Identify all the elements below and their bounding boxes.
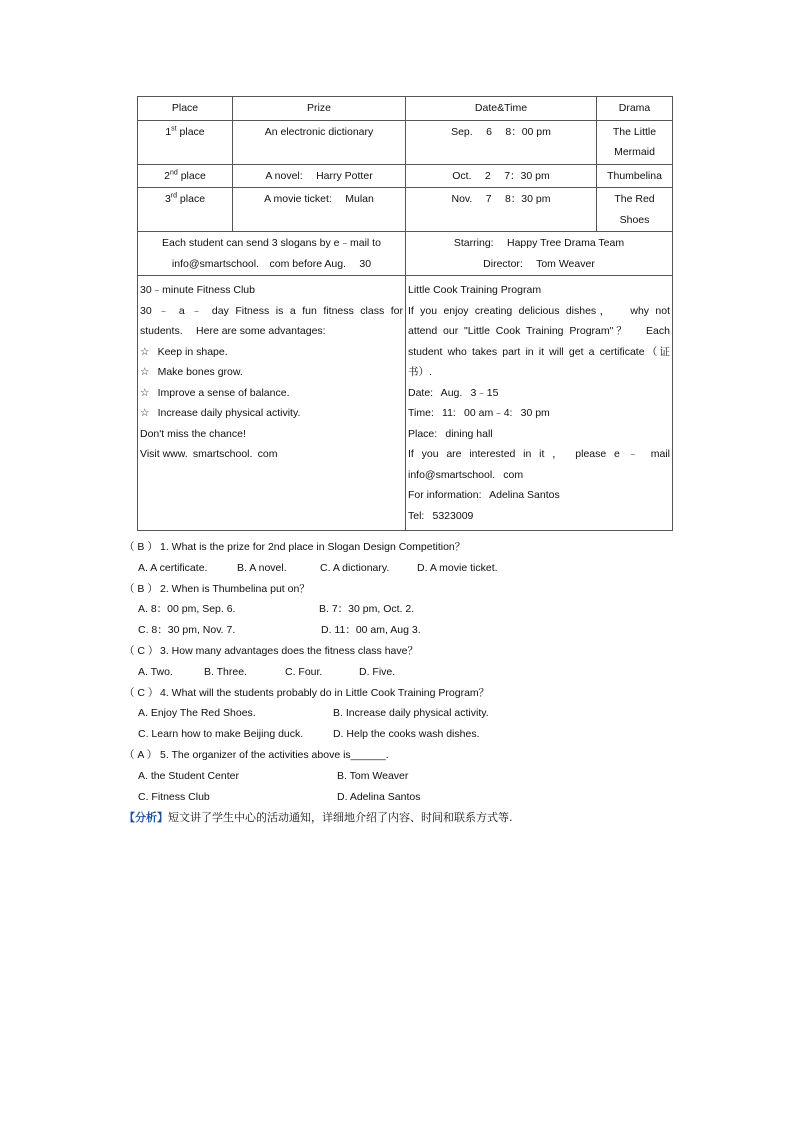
header-drama: Drama [597, 97, 673, 121]
options-4a: A. Enjoy The Red Shoes. B. Increase daily physical activity. [138, 707, 489, 720]
cook-program-notice: Little Cook Training Program If you enjoy creating delicious dishes， why not attend our "Little Cook Training Program"？ Each student who takes part in it will get a certificate（证 书）. Date: Aug. 3﹣15 Time: 11: 00 am﹣4: 30 pm Place: dining hall If you are interested in it ， please e ﹣ mail info@smartschool. com For information: Adelina Santos Tel: 5323009 [406, 276, 673, 531]
slogan-note: Each student can send 3 slogans by e﹣mail to info@smartschool. com before Aug. 30 [138, 232, 406, 276]
datetime-cell: Sep. 6 8：00 pm [406, 120, 597, 164]
list-item: ☆ Improve a sense of balance. [140, 386, 290, 399]
prize-cell: A movie ticket: Mulan [233, 188, 406, 232]
activity-table [137, 96, 673, 531]
options-2b: C. 8：30 pm, Nov. 7. D. 11：00 am, Aug 3. [138, 624, 421, 637]
answer-5: （ A ） [124, 748, 158, 761]
answer-4: （ C ） [124, 686, 159, 699]
header-datetime: Date&Time [406, 97, 597, 121]
list-item: ☆ Make bones grow. [140, 366, 243, 378]
options-4b: C. Learn how to make Beijing duck. D. Help the cooks wash dishes. [138, 728, 480, 741]
question-1: （ B ） 1. What is the prize for 2nd place in Slogan Design Competition？ [124, 537, 684, 558]
header-place: Place [138, 97, 233, 121]
fitness-club-notice: 30﹣minute Fitness Club 30 ﹣ a ﹣ day Fitness is a fun fitness class for students. Here are some advantages: ☆ Keep in shape. ☆ Make bones grow. ☆ Improve a sense of balance. ☆ Increase daily physical activity. Don't miss the chance! Visit www. smartschool. com [138, 276, 406, 531]
table-header-row [138, 97, 673, 121]
drama-cell: The Little Mermaid [597, 120, 673, 164]
answer-1: （ B ） [124, 541, 158, 553]
question-2: （ B ） 2. When is Thumbelina put on？ [124, 579, 684, 600]
fitness-title: 30﹣minute Fitness Club [140, 284, 255, 296]
analysis-tag: 【分析】 [124, 811, 168, 825]
list-item: ☆ Increase daily physical activity. [140, 407, 301, 419]
options-1: A. A certificate. B. A novel. C. A dictionary. D. A movie ticket. [138, 561, 498, 574]
drama-note: Starring: Happy Tree Drama Team Director: Tom Weaver [406, 232, 673, 276]
table-row [138, 188, 673, 232]
options-2a: A. 8：00 pm, Sep. 6. B. 7：30 pm, Oct. 2. [138, 603, 415, 616]
cook-title: Little Cook Training Program [408, 284, 542, 296]
question-3: （ C ） 3. How many advantages does the fitness class have？ [124, 641, 684, 662]
prize-cell: An electronic dictionary [233, 120, 406, 164]
list-item: ☆ Keep in shape. [140, 345, 228, 358]
table-row-notes [138, 232, 673, 276]
answer-3: （ C ） [124, 644, 159, 657]
place-cell: 3rd place [138, 188, 233, 232]
table-row [138, 120, 673, 164]
drama-cell: The Red Shoes [597, 188, 673, 232]
question-5: （ A ） 5. The organizer of the activities above is______. [124, 745, 684, 766]
question-4: （ C ） 4. What will the students probably do in Little Cook Training Program？ [124, 683, 684, 704]
table-row-notices [138, 276, 673, 531]
table-row [138, 164, 673, 188]
analysis-note: 【分析】短文讲了学生中心的活动通知，详细地介绍了内容、时间和联系方式等. [124, 811, 513, 825]
answer-2: （ B ） [124, 582, 158, 595]
drama-cell: Thumbelina [597, 164, 673, 188]
place-cell: 2nd place [138, 164, 233, 188]
prize-cell: A novel: Harry Potter [233, 164, 406, 188]
options-3: A. Two. B. Three. C. Four. D. Five. [138, 665, 396, 678]
options-5a: A. the Student Center B. Tom Weaver [138, 769, 409, 782]
fitness-website: Visit www. smartschool. com [140, 448, 278, 460]
header-prize: Prize [233, 97, 406, 121]
question-list [124, 537, 684, 829]
options-5b: C. Fitness Club D. Adelina Santos [138, 790, 421, 803]
datetime-cell: Oct. 2 7：30 pm [406, 164, 597, 188]
place-cell: 1st place [138, 120, 233, 164]
datetime-cell: Nov. 7 8：30 pm [406, 188, 597, 232]
